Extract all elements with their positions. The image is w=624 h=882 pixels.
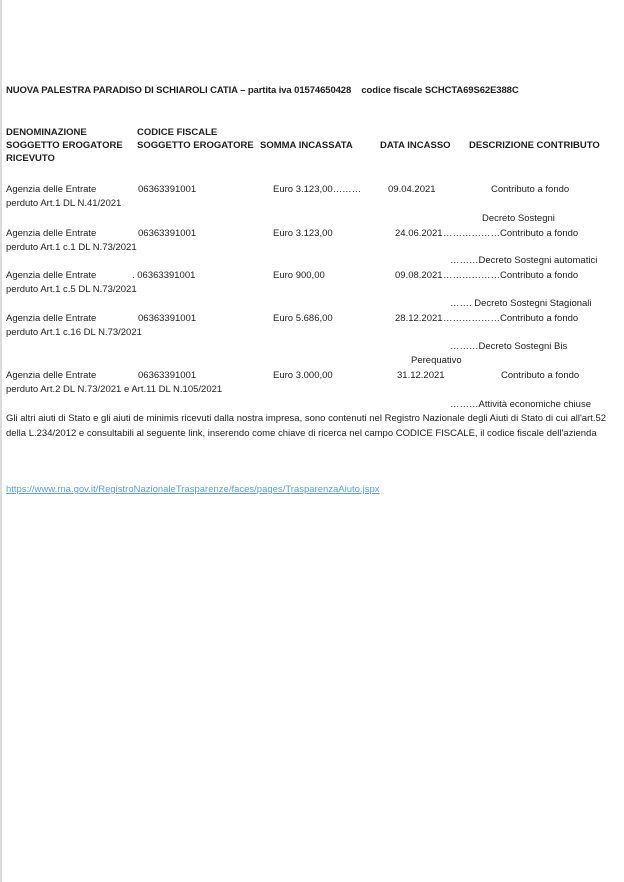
header-cf-line2: SOGGETTO EROGATORE [137,140,254,151]
row4-cf: 06363391001 [138,313,197,324]
cf-value: SCHCTA69S62E388C [424,85,519,96]
cf-label: codice fiscale [361,85,423,96]
row2-note: Decreto Sostegni [482,213,555,224]
row1-ente: Agenzia delle Entrate [6,184,97,195]
row5-riferimento: perduto Art.2 DL N.73/2021 e Art.11 DL N.105/2021 [6,384,223,395]
row2-cf: 06363391001 [138,228,197,239]
row4-descr: ………………Contributo a fondo [443,313,579,324]
row4-ente: Agenzia delle Entrate [6,313,97,324]
info-paragraph: Gli altri aiuti di Stato e gli aiuti de minimis ricevuti dalla nostra impresa, sono contenuti nel Registro Nazionale degli Aiuti di Stato di cui all'art.52 della L.234/2012 e consultabili al seguente link, inserendo come chiave di ricerca nel campo CODICE FISCALE, il codice fiscale dell'azienda [6,413,607,439]
row4-note: ……. Decreto Sostegni Stagionali [450,298,592,309]
header-denominazione-line3: RICEVUTO [6,153,55,164]
header-codice-fiscale [137,126,254,152]
header-denominazione-line2: SOGGETTO EROGATORE [6,140,123,151]
row5-descr: Contributo a fondo [501,370,580,381]
row2-ente: Agenzia delle Entrate [6,228,97,239]
row2-descr: ………………Contributo a fondo [443,228,579,239]
row1-data: 09.04.2021 [388,184,436,195]
row1-cf: 06363391001 [138,184,197,195]
rna-link[interactable]: https://www.rna.gov.it/RegistroNazionaleTrasparenze/faces/pages/TrasparenzaAiuto.jspx [6,484,380,495]
row1-descr: Contributo a fondo [491,184,570,195]
row1-somma: Euro 3.123,00……… [273,184,362,195]
row2-data: 24.06.2021 [395,228,443,239]
final-note: ………Attività economiche chiuse [450,399,591,410]
row4-somma: Euro 5.686,00 [273,313,333,324]
row3-note: ………Decreto Sostegni automatici [450,255,598,266]
row5-somma: Euro 3.000,00 [273,370,333,381]
row3-descr: ………………Contributo a fondo [443,270,579,281]
piva-value: 01574650428 [294,85,352,96]
row2-somma: Euro 3.123,00 [273,228,333,239]
header-somma: SOMMA INCASSATA [260,140,353,151]
row4-data: 28.12.2021 [395,313,443,324]
row5-note2: Perequativo [411,355,462,366]
row1-riferimento: perduto Art.1 DL N.41/2021 [6,198,122,209]
row4-riferimento: perduto Art.1 c.16 DL N.73/2021 [6,327,142,338]
company-name: NUOVA PALESTRA PARADISO DI SCHIAROLI CATIA [6,85,238,96]
header-denominazione-line1: DENOMINAZIONE [6,127,87,138]
document-header [6,85,519,96]
header-cf-line1: CODICE FISCALE [137,127,218,138]
header-descrizione: DESCRIZIONE CONTRIBUTO [469,140,600,151]
header-separator: – [240,85,246,96]
row5-cf: 06363391001 [138,370,197,381]
row5-note: ………Decreto Sostegni Bis [450,341,568,352]
header-data: DATA INCASSO [380,140,451,151]
row5-ente: Agenzia delle Entrate [6,370,97,381]
row3-ente: Agenzia delle Entrate [6,270,97,281]
piva-label: partita iva [247,85,292,96]
row3-data: 09.08.2021 [395,270,443,281]
row3-cf: . 06363391001 [132,270,196,281]
row5-data: 31.12.2021 [397,370,445,381]
scan-edge [0,0,2,882]
row2-riferimento: perduto Art.1 c.1 DL N.73/2021 [6,242,137,253]
row3-somma: Euro 900,00 [273,270,325,281]
row3-riferimento: perduto Art.1 c.5 DL N.73/2021 [6,284,137,295]
header-denominazione [6,126,123,165]
